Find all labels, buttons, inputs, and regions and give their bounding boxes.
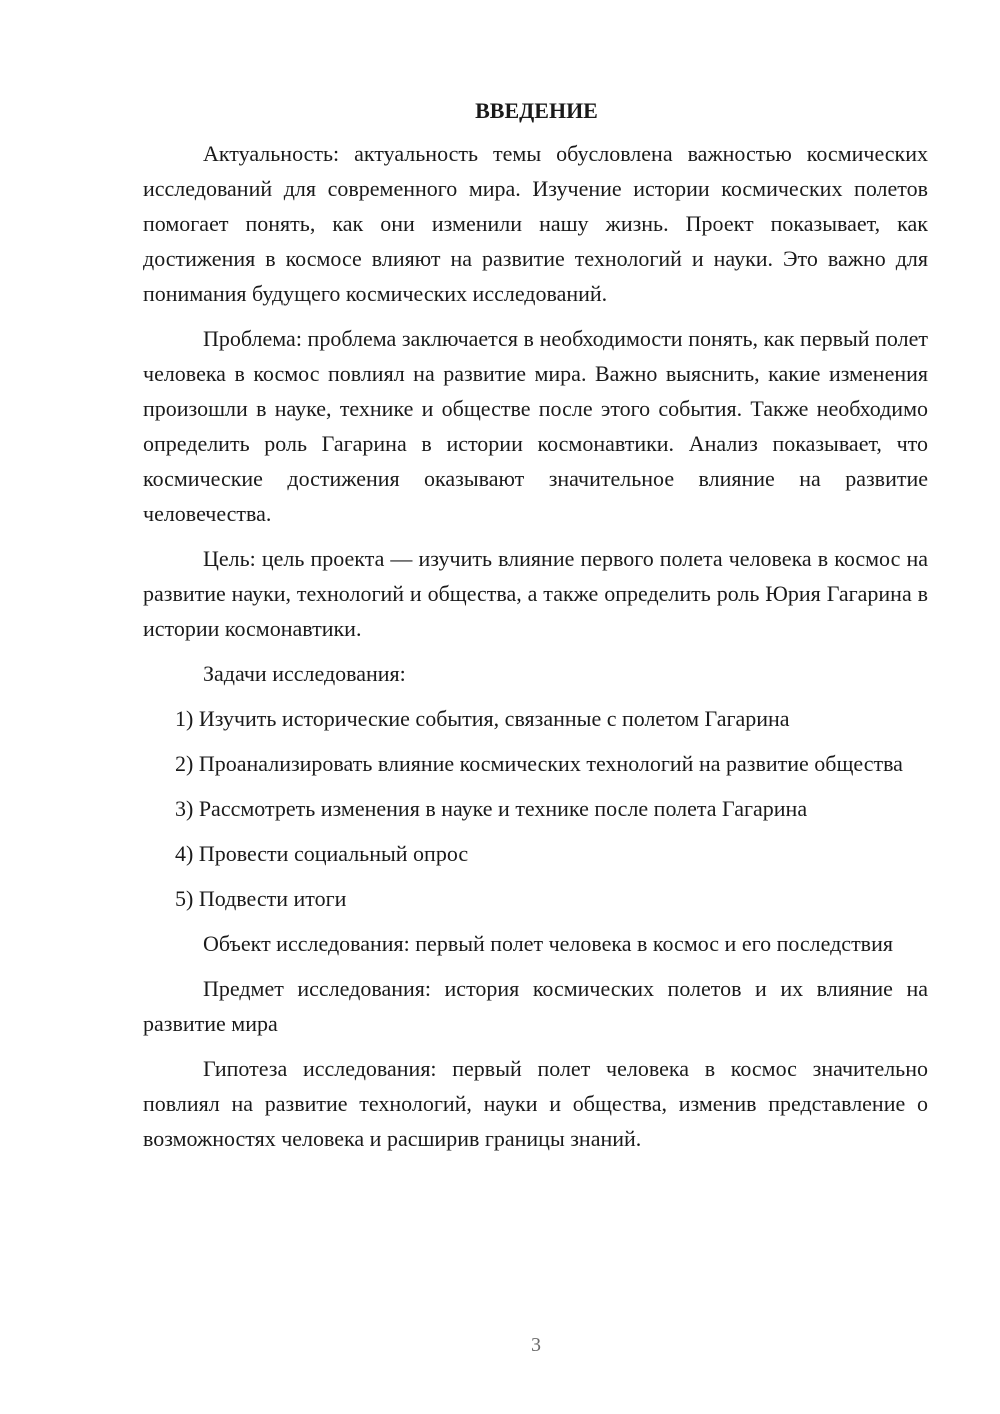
hypothesis-paragraph: Гипотеза исследования: первый полет человека в космос значительно повлиял на развитие технологий, науки и общества, изменив представление о возможностях человека и расширив границы знаний. [143,1056,928,1151]
section-title: ВВЕДЕНИЕ [475,98,598,123]
page-content [143,96,928,1166]
task-item-4: 4) Провести социальный опрос [175,841,469,866]
task-item-2: 2) Проанализировать влияние космических технологий на развитие общества [175,751,903,776]
task-item-3: 3) Рассмотреть изменения в науке и технике после полета Гагарина [175,796,808,821]
task-item-5: 5) Подвести итоги [175,886,347,911]
relevance-paragraph: Актуальность: актуальность темы обусловлена важностью космических исследований для современного мира. Изучение истории космических полетов помогает понять, как они изменили нашу жизнь. Проект показывает, как достижения в космосе влияют на развитие технологий и науки. Это важно для понимания будущего космических исследований. [143,141,928,306]
problem-paragraph: Проблема: проблема заключается в необходимости понять, как первый полет человека в космос повлиял на развитие мира. Важно выяснить, какие изменения произошли в науке, технике и обществе после этого события. Также необходимо определить роль Гагарина в истории космонавтики. Анализ показывает, что космические достижения оказывают значительное влияние на развитие человечества. [143,326,928,526]
object-paragraph: Объект исследования: первый полет человека в космос и его последствия [203,931,893,956]
page-number: 3 [531,1334,541,1356]
goal-paragraph: Цель: цель проекта — изучить влияние первого полета человека в космос на развитие науки, технологий и общества, а также определить роль Юрия Гагарина в истории космонавтики. [143,546,928,641]
subject-paragraph: Предмет исследования: история космических полетов и их влияние на развитие мира [143,976,928,1036]
task-item-1: 1) Изучить исторические события, связанные с полетом Гагарина [175,706,790,731]
tasks-heading: Задачи исследования: [203,661,406,686]
